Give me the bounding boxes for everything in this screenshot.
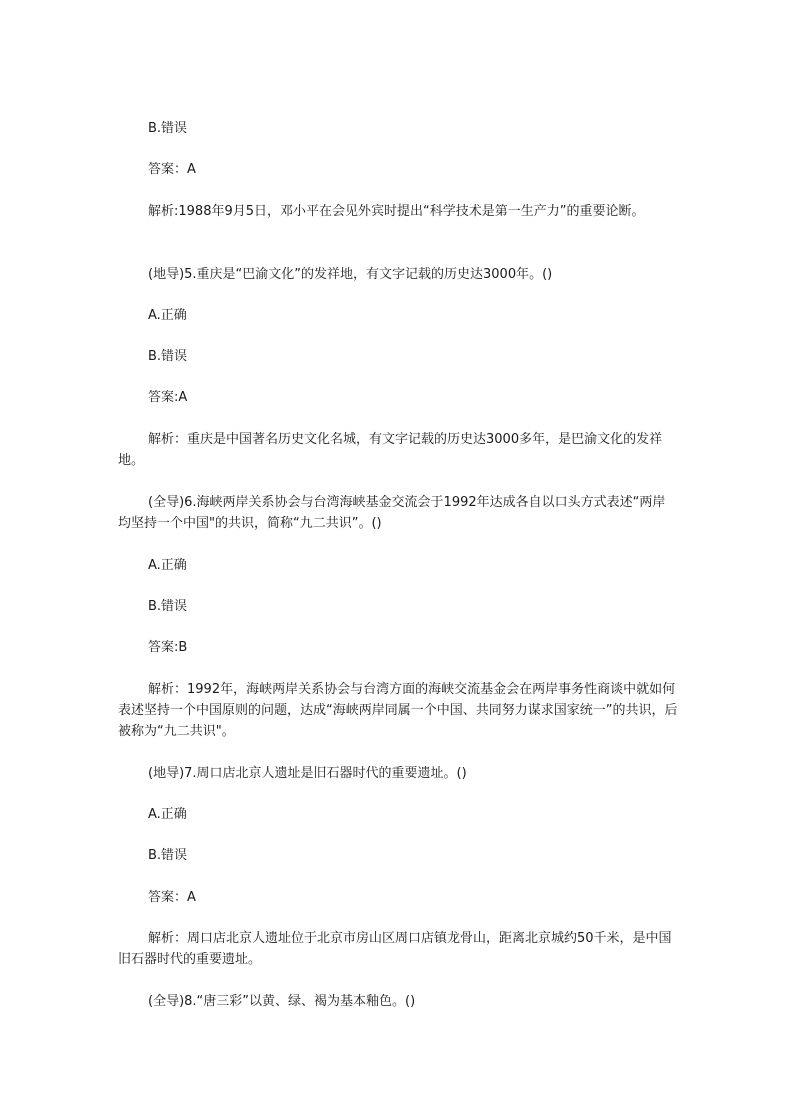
explanation: 解析：周口店北京人遗址位于北京市房山区周口店镇龙骨山，距离北京城约50千米，是中国旧石器时代的重要遗址。 — [118, 931, 672, 967]
option-b: B.错误 — [148, 599, 188, 614]
question-5: (地导)5.重庆是“巴渝文化”的发祥地，有文字记载的历史达3000年。() — [148, 267, 553, 282]
option-a: A.正确 — [148, 558, 187, 573]
question-6: (全导)6.海峡两岸关系协会与台湾海峡基金交流会于1992年达成各自以口头方式表述“两岸均坚持一个中国"的共识，简称“九二共识”。() — [118, 495, 666, 531]
option-a: A.正确 — [148, 807, 187, 822]
answer: 答案：A — [148, 890, 196, 905]
explanation: 解析:1988年9月5日，邓小平在会见外宾时提出“科学技术是第一生产力”的重要论断。 — [148, 204, 645, 219]
explanation: 解析：1992年，海峡两岸关系协会与台湾方面的海峡交流基金会在两岸事务性商谈中就如何表述坚持一个中国原则的问题，达成“海峡两岸同属一个中国、共同努力谋求国家统一”的共识，后被称为“九二共识"。 — [118, 682, 678, 739]
answer: 答案：A — [148, 162, 196, 177]
question-8: (全导)8.“唐三彩”以黄、绿、褐为基本釉色。() — [148, 994, 416, 1009]
option-a: A.正确 — [148, 308, 187, 323]
option-b: B.错误 — [148, 121, 188, 136]
question-7: (地导)7.周口店北京人遗址是旧石器时代的重要遗址。() — [148, 766, 467, 781]
option-b: B.错误 — [148, 848, 188, 863]
option-b: B.错误 — [148, 349, 188, 364]
answer: 答案:B — [148, 640, 188, 655]
explanation: 解析：重庆是中国著名历史文化名城，有文字记载的历史达3000多年，是巴渝文化的发祥地。 — [118, 432, 663, 468]
answer: 答案:A — [148, 390, 188, 405]
